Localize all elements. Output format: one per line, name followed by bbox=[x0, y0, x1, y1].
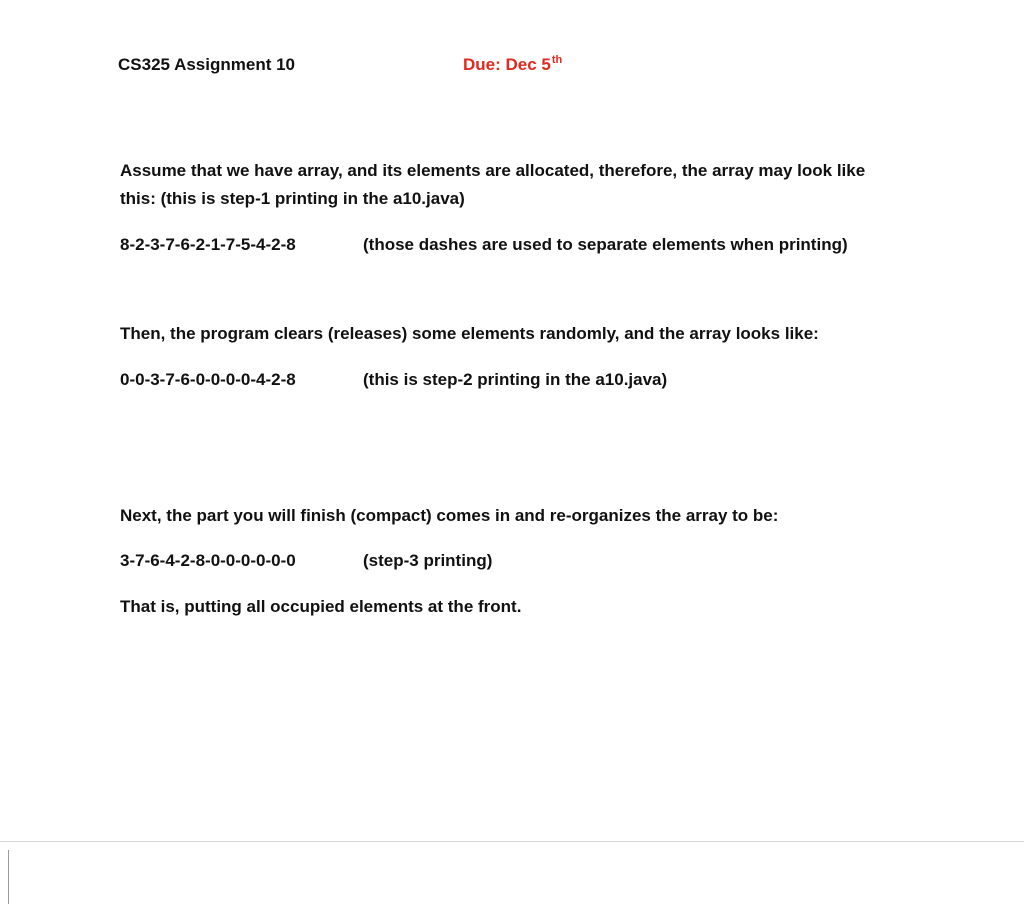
step3-note: (step-3 printing) bbox=[363, 551, 493, 570]
step2-array: 0-0-3-7-6-0-0-0-0-4-2-8 bbox=[120, 370, 296, 389]
intro-line-1: Assume that we have array, and its elements are allocated, therefore, the array may look like bbox=[120, 161, 866, 180]
intro-line-2: this: (this is step-1 printing in the a10.java) bbox=[120, 189, 465, 208]
step2-note: (this is step-2 printing in the a10.java) bbox=[363, 370, 668, 389]
text-cursor bbox=[8, 850, 9, 904]
summary-line: That is, putting all occupied elements at the front. bbox=[120, 597, 522, 616]
step1-array: 8-2-3-7-6-2-1-7-5-4-2-8 bbox=[120, 235, 296, 254]
step1-note: (those dashes are used to separate elements when printing) bbox=[363, 235, 848, 254]
due-date-text: Due: Dec 5 bbox=[463, 55, 551, 74]
compact-paragraph: Next, the part you will finish (compact) comes in and re-organizes the array to be: bbox=[120, 506, 779, 525]
step3-array: 3-7-6-4-2-8-0-0-0-0-0-0 bbox=[120, 551, 296, 570]
clear-paragraph: Then, the program clears (releases) some elements randomly, and the array looks like: bbox=[120, 324, 819, 343]
due-date-superscript: th bbox=[551, 54, 563, 66]
due-date bbox=[463, 52, 562, 78]
assignment-title: CS325 Assignment 10 bbox=[118, 55, 295, 74]
next-page[interactable] bbox=[0, 842, 1024, 912]
